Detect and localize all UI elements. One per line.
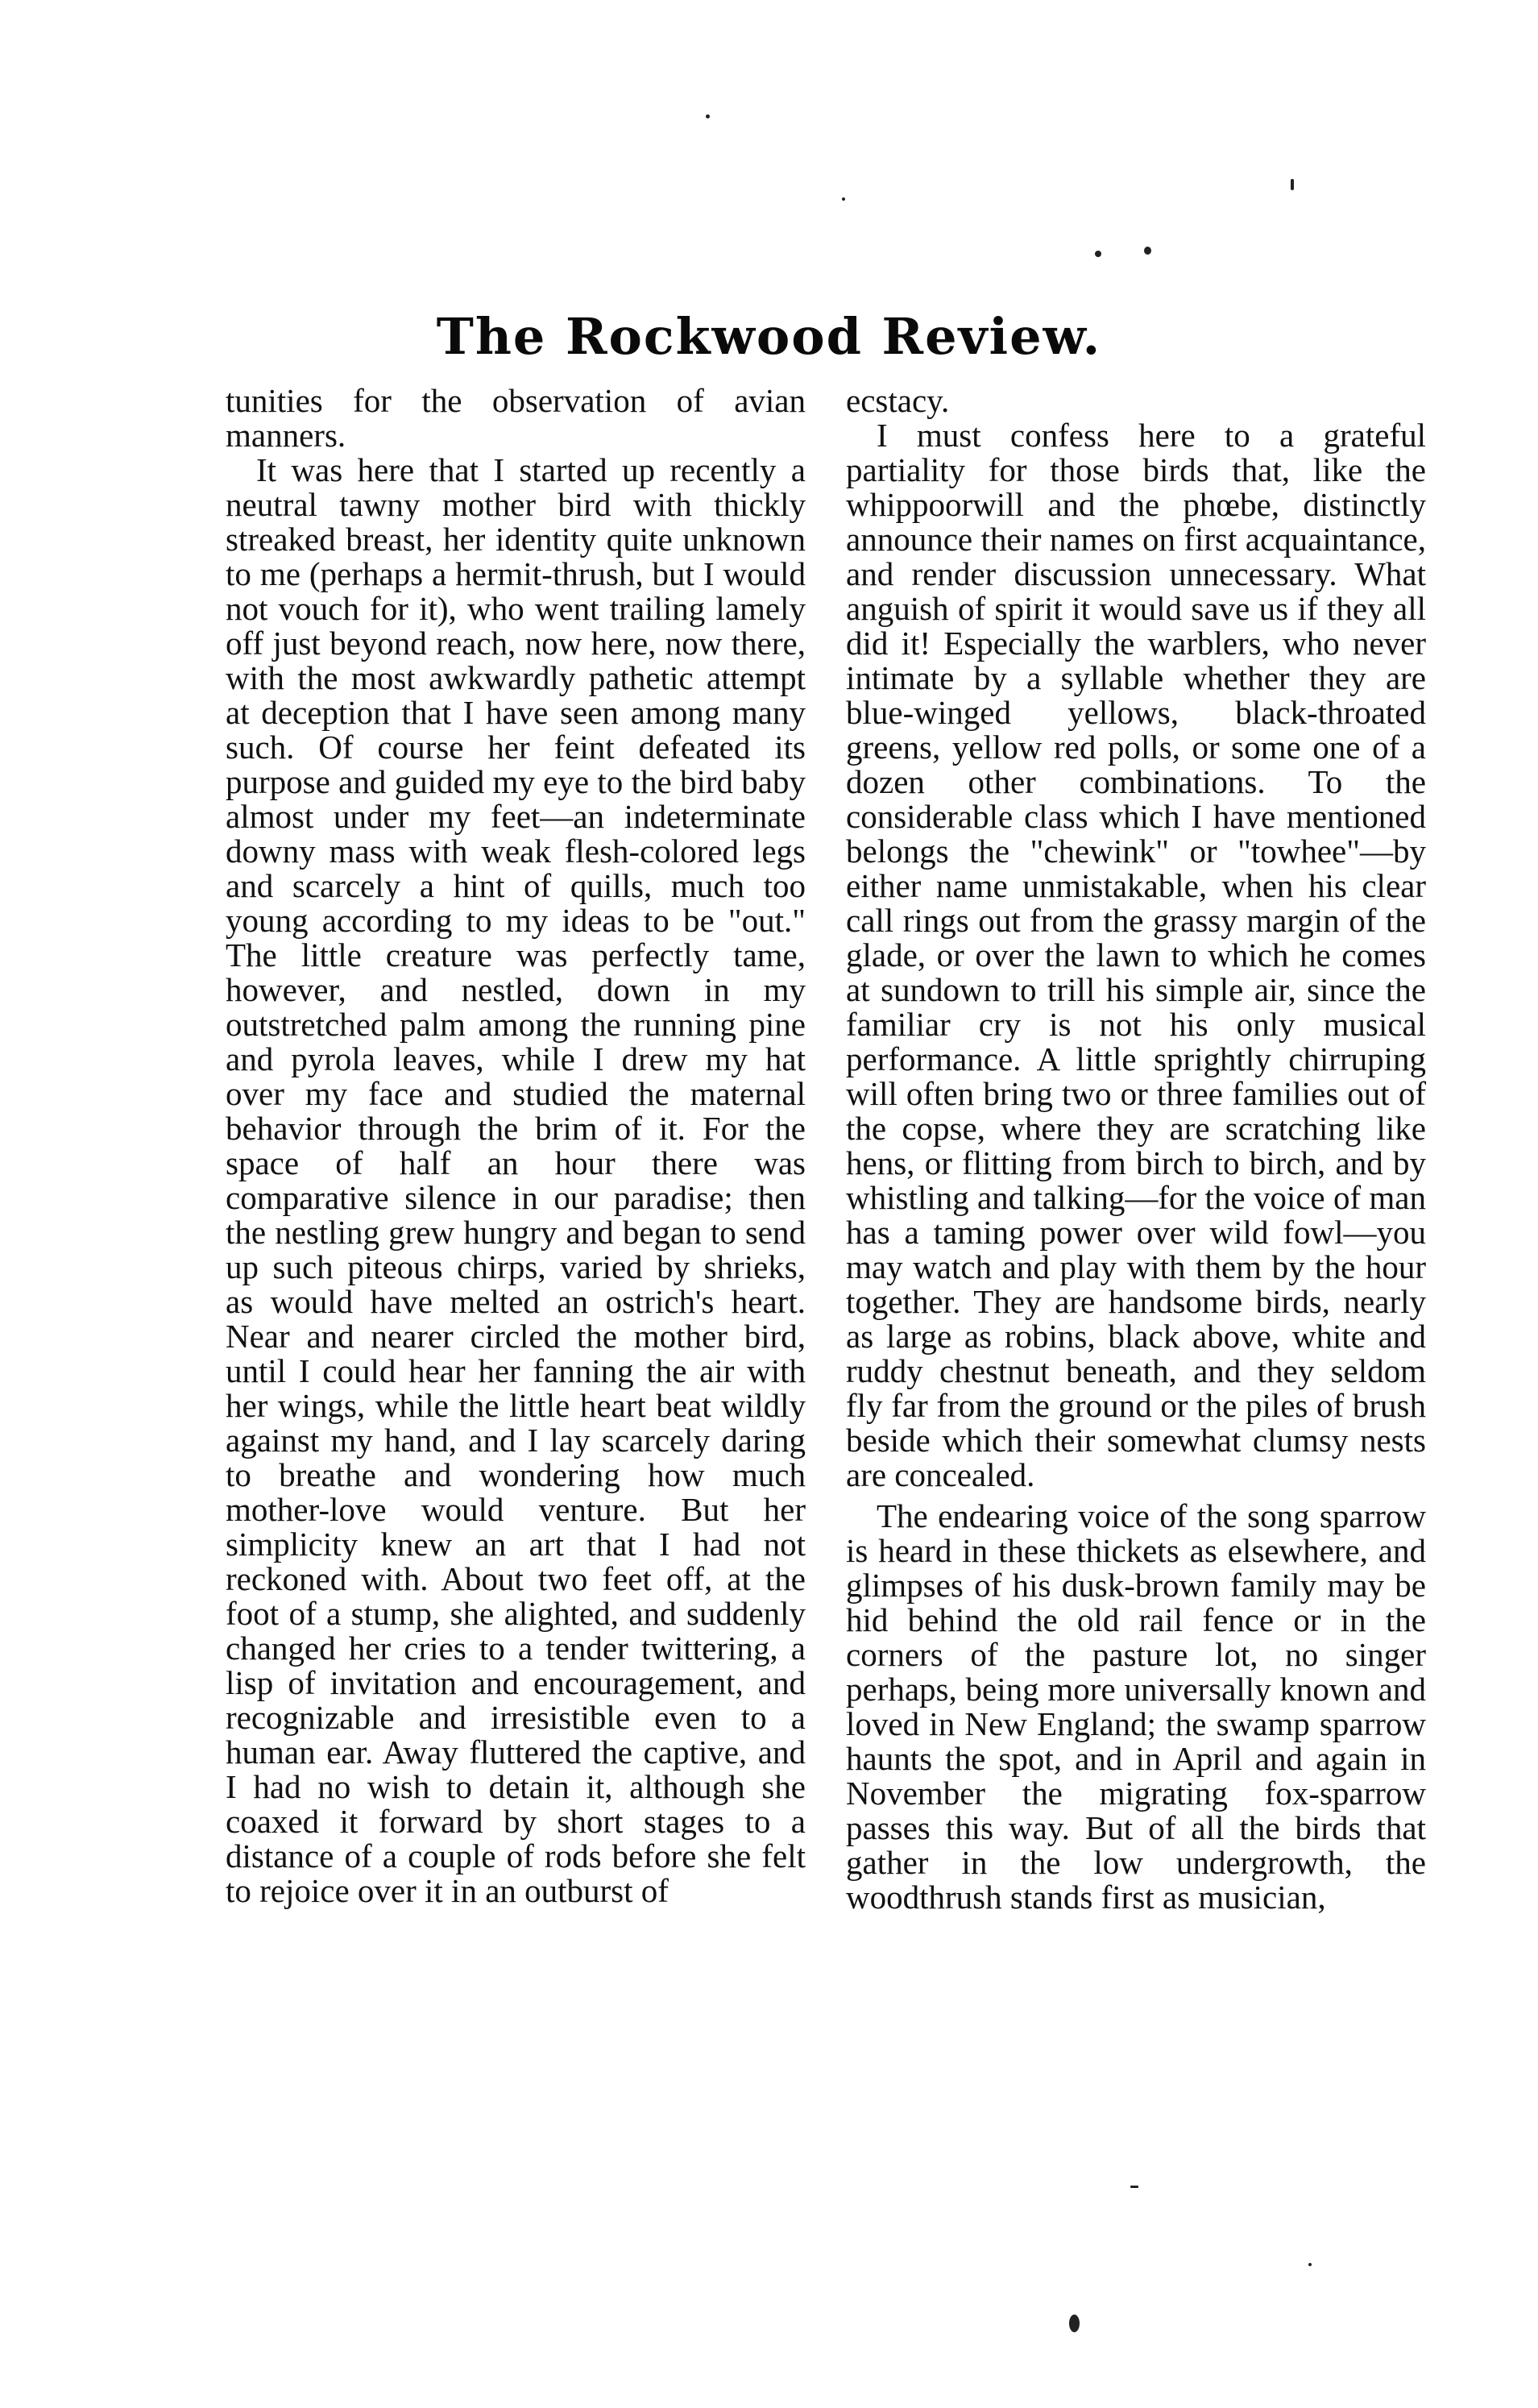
print-speck — [1291, 179, 1294, 190]
masthead-title: The Rockwood Review. — [436, 307, 1102, 366]
print-speck — [1069, 2315, 1080, 2332]
paragraph: I must confess here to a grateful partiality for those birds that, like the whippoorwill and the phœbe, distinctly announce their names on first acquaintance, and render discussion unnecessary. What anguish of spirit it would save us if they all did it! Especially the warblers, who never intimate by a syllable whether they are blue-winged yellows, black-throated greens, yellow red polls, or some one of a dozen other combinations. To the considerable class which I have mentioned belongs the "chewink" or "towhee"—by either name unmistakable, when his clear call rings out from the grassy margin of the glade, or over the lawn to which he comes at sundown to trill his simple air, since the familiar cry is not his only musical performance. A little sprightly chirruping will often bring two or three families out of the copse, where they are scratching like hens, or flitting from birch to birch, and by whistling and talking—for the voice of man has a taming power over wild fowl—you may watch and play with them by the hour together. They are handsome birds, nearly as large as robins, black above, white and ruddy chestnut beneath, and they seldom fly far from the ground or the piles of brush beside which their somewhat clumsy nests are concealed. — [846, 417, 1426, 1493]
paragraph: tunities for the observation of avian manners. — [226, 382, 806, 454]
right-text-column — [846, 384, 1426, 1915]
paragraph: The endearing voice of the song sparrow is heard in these thickets as elsewhere, and glimpses of his dusk-brown family may be hid behind the old rail fence or in the corners of the pasture lot, no singer perhaps, being more universally known and loved in New England; the swamp sparrow haunts the spot, and in April and again in November the migrating fox-sparrow passes this way. But of all the birds that gather in the low undergrowth, the woodthrush stands first as musician, — [846, 1497, 1426, 1916]
left-text-column — [226, 384, 806, 1908]
print-speck — [706, 114, 710, 118]
print-speck — [842, 197, 845, 201]
print-speck — [1308, 2263, 1312, 2266]
paragraph: It was here that I started up recently a neutral tawny mother bird with thickly streaked breast, her identity quite unknown to me (perhaps a hermit-thrush, but I would not vouch for it), who went trailing lamely off just beyond reach, now here, now there, with the most awkwardly pathetic attempt at deception that I have seen among many such. Of course her feint defeated its purpose and guided my eye to the bird baby almost under my feet—an indeterminate downy mass with weak flesh-colored legs and scarcely a hint of quills, much too young according to my ideas to be "out." The little creature was perfectly tame, however, and nestled, down in my outstretched palm among the running pine and pyrola leaves, while I drew my hat over my face and studied the maternal behavior through the brim of it. For the space of half an hour there was comparative silence in our paradise; then the nestling grew hungry and began to send up such piteous chirps, varied by shrieks, as would have melted an ostrich's heart. Near and nearer circled the mother bird, until I could hear her fanning the air with her wings, while the little heart beat wildly against my hand, and I lay scarcely daring to breathe and wondering how much mother-love would venture. But her simplicity knew an art that I had not reckoned with. About two feet off, at the foot of a stump, she alighted, and suddenly changed her cries to a tender twittering, a lisp of invitation and encouragement, and recognizable and irresistible even to a human ear. Away fluttered the captive, and I had no wish to detain it, although she coaxed it forward by short stages to a distance of a couple of rods before she felt to rejoice over it in an outburst of — [226, 451, 806, 1909]
print-speck — [1144, 247, 1151, 255]
print-speck — [1095, 251, 1101, 257]
paragraph: ecstacy. — [846, 382, 950, 419]
print-speck — [1130, 2186, 1138, 2188]
